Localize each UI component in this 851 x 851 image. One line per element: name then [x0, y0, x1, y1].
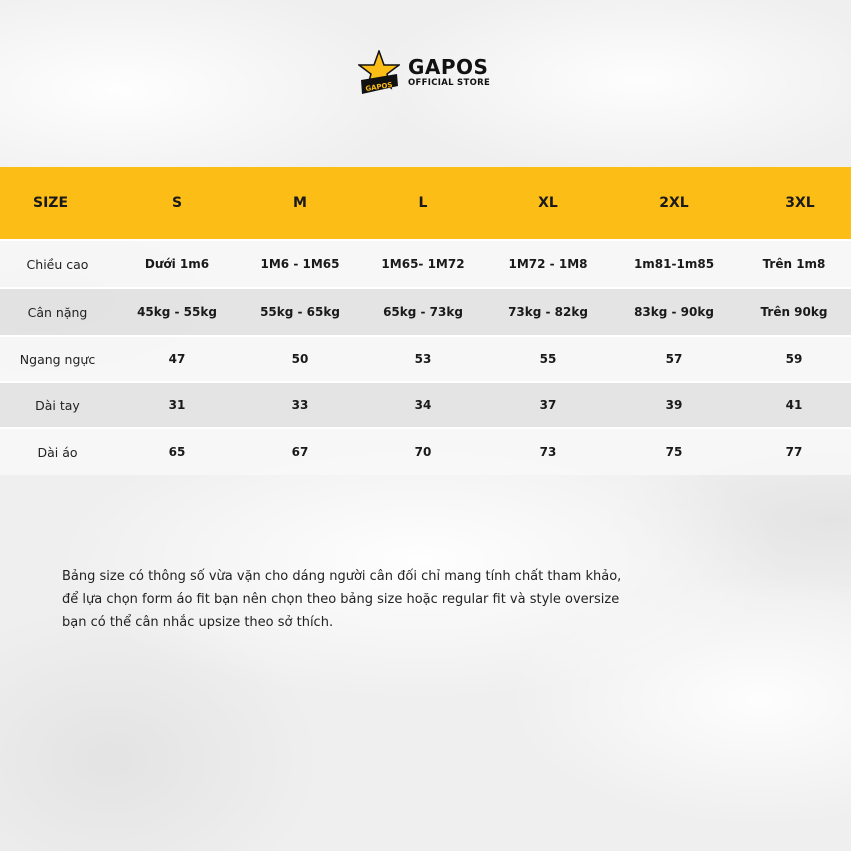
row-chest: [0, 336, 851, 382]
table-cell: 55kg - 65kg: [260, 305, 340, 319]
table-cell: 57: [665, 352, 683, 366]
table-cell: 1M65- 1M72: [381, 257, 465, 271]
header-size: SIZE: [33, 195, 69, 211]
note-line: Bảng size có thông số vừa vặn cho dáng người cân đối chỉ mang tính chất tham khảo,: [62, 569, 622, 584]
row-label: Ngang ngực: [19, 351, 96, 367]
row-label: Dài tay: [35, 397, 80, 413]
table-cell: 34: [414, 398, 432, 412]
brand-logo: [358, 50, 490, 96]
table-cell: Dưới 1m6: [144, 257, 210, 271]
brand-tagline: OFFICIAL STORE: [408, 78, 491, 88]
table-cell: 75: [665, 445, 683, 459]
table-cell: 1m81-1m85: [633, 257, 715, 271]
table-cell: 67: [291, 445, 309, 459]
row-sleeve: [0, 382, 851, 428]
header-2xl: 2XL: [659, 195, 689, 211]
size-table-header: [0, 167, 851, 240]
table-cell: Trên 90kg: [760, 305, 828, 319]
table-cell: 55: [539, 352, 557, 366]
table-cell: 65: [168, 445, 186, 459]
table-cell: 31: [168, 398, 186, 412]
brand-name: GAPOS: [408, 55, 489, 79]
table-cell: 47: [168, 352, 186, 366]
table-cell: 1M6 - 1M65: [260, 257, 340, 271]
table-cell: 53: [414, 352, 432, 366]
row-label: Dài áo: [37, 444, 78, 460]
star-logo-icon: [358, 50, 400, 96]
logo-badge-text: GAPOS: [364, 80, 394, 94]
table-cell: 83kg - 90kg: [634, 305, 714, 319]
note-line: bạn có thể cân nhắc upsize theo sở thích.: [62, 615, 334, 630]
header-xl: XL: [538, 195, 558, 211]
table-cell: 37: [539, 398, 557, 412]
table-cell: 77: [785, 445, 803, 459]
table-cell: 39: [665, 398, 683, 412]
table-cell: 45kg - 55kg: [137, 305, 217, 319]
table-cell: 70: [414, 445, 432, 459]
table-cell: Trên 1m8: [762, 257, 826, 271]
row-weight: [0, 288, 851, 336]
table-cell: 1M72 - 1M8: [508, 257, 588, 271]
table-cell: 59: [785, 352, 803, 366]
note-line: để lựa chọn form áo fit bạn nên chọn theo bảng size hoặc regular fit và style oversize: [62, 592, 620, 607]
size-note: [62, 565, 762, 634]
header-row: [0, 167, 851, 240]
table-cell: 50: [291, 352, 309, 366]
table-cell: 33: [291, 398, 309, 412]
header-3xl: 3XL: [785, 195, 815, 211]
row-height: [0, 240, 851, 288]
row-label: Cân nặng: [27, 304, 88, 320]
row-length: [0, 428, 851, 475]
table-cell: 41: [785, 398, 803, 412]
header-m: M: [293, 195, 307, 211]
row-label: Chiều cao: [26, 256, 89, 272]
table-cell: 65kg - 73kg: [383, 305, 463, 319]
header-s: S: [171, 195, 183, 211]
size-table: [0, 167, 851, 475]
table-cell: 73kg - 82kg: [508, 305, 588, 319]
header-l: L: [418, 195, 428, 211]
table-cell: 73: [539, 445, 557, 459]
